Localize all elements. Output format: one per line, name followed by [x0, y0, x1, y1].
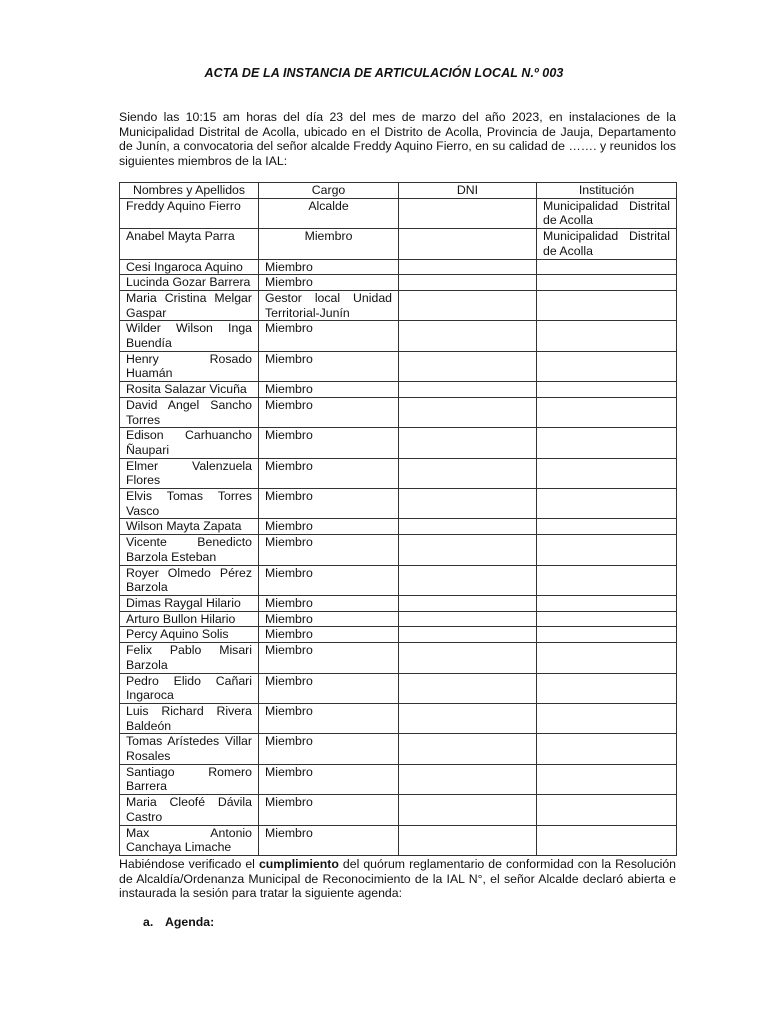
table-row: [120, 703, 677, 733]
cell-name: Vicente Benedicto Barzola Esteban: [120, 535, 259, 565]
table-row: [120, 795, 677, 825]
cell-name: Maria Cleofé Dávila Castro: [120, 795, 259, 825]
cell-institucion: [537, 259, 677, 275]
cell-name: Tomas Arístedes Villar Rosales: [120, 734, 259, 764]
table-row: [120, 764, 677, 794]
cell-cargo: Miembro: [259, 458, 399, 488]
table-row: [120, 397, 677, 427]
cell-institucion: [537, 535, 677, 565]
cell-dni: [399, 611, 537, 627]
cell-cargo: Miembro: [259, 764, 399, 794]
cell-cargo: Miembro: [259, 565, 399, 595]
table-row: [120, 825, 677, 855]
cell-name: Felix Pablo Misari Barzola: [120, 643, 259, 673]
cell-name: Max Antonio Canchaya Limache: [120, 825, 259, 855]
cell-name: Freddy Aquino Fierro: [120, 198, 259, 228]
cell-name: Elmer Valenzuela Flores: [120, 458, 259, 488]
cell-cargo: Miembro: [259, 428, 399, 458]
cell-cargo: Miembro: [259, 643, 399, 673]
table-row: [120, 673, 677, 703]
cell-institucion: [537, 351, 677, 381]
cell-dni: [399, 458, 537, 488]
cell-dni: [399, 627, 537, 643]
cell-cargo: Miembro: [259, 673, 399, 703]
cell-dni: [399, 428, 537, 458]
cell-cargo: Miembro: [259, 734, 399, 764]
cell-dni: [399, 795, 537, 825]
cell-dni: [399, 275, 537, 291]
cell-name: Elvis Tomas Torres Vasco: [120, 489, 259, 519]
header-cargo: Cargo: [259, 183, 399, 199]
cell-name: David Angel Sancho Torres: [120, 397, 259, 427]
agenda-label: Agenda:: [165, 915, 215, 929]
cell-dni: [399, 734, 537, 764]
cell-institucion: [537, 458, 677, 488]
cell-dni: [399, 489, 537, 519]
cell-name: Arturo Bullon Hilario: [120, 611, 259, 627]
cell-institucion: [537, 627, 677, 643]
cell-institucion: [537, 703, 677, 733]
table-row: [120, 229, 677, 259]
cell-institucion: [537, 595, 677, 611]
cell-cargo: Miembro: [259, 535, 399, 565]
cell-cargo: Miembro: [259, 397, 399, 427]
cell-institucion: [537, 611, 677, 627]
cell-institucion: [537, 565, 677, 595]
table-row: [120, 290, 677, 320]
table-row: [120, 519, 677, 535]
cell-name: Rosita Salazar Vicuña: [120, 382, 259, 398]
cell-name: Dimas Raygal Hilario: [120, 595, 259, 611]
cell-name: Wilson Mayta Zapata: [120, 519, 259, 535]
cell-name: Luis Richard Rivera Baldeón: [120, 703, 259, 733]
cell-cargo: Miembro: [259, 229, 399, 259]
cell-name: Cesi Ingaroca Aquino: [120, 259, 259, 275]
cell-institucion: [537, 382, 677, 398]
table-row: [120, 643, 677, 673]
members-table-body: [120, 198, 677, 855]
intro-paragraph: Siendo las 10:15 am horas del día 23 del mes de marzo del año 2023, en instalaciones de la Municipalidad Distrital de Acolla, ubicado en el Distrito de Acolla, Provincia de Jauja, Departamento de Junín, a convocatoria del señor alcalde Freddy Aquino Fierro, en su calidad de ……. y reunidos los siguientes miembros de la IAL:: [119, 110, 676, 169]
table-row: [120, 535, 677, 565]
cell-dni: [399, 351, 537, 381]
members-table: [119, 182, 677, 856]
table-row: [120, 595, 677, 611]
cell-cargo: Miembro: [259, 703, 399, 733]
cell-institucion: [537, 519, 677, 535]
cell-dni: [399, 673, 537, 703]
cell-dni: [399, 321, 537, 351]
table-row: [120, 627, 677, 643]
cell-cargo: Miembro: [259, 611, 399, 627]
cell-dni: [399, 595, 537, 611]
closing-text-bold: cumplimiento: [258, 857, 339, 871]
table-row: [120, 489, 677, 519]
cell-cargo: Miembro: [259, 321, 399, 351]
cell-dni: [399, 397, 537, 427]
cell-institucion: [537, 795, 677, 825]
cell-cargo: Miembro: [259, 351, 399, 381]
table-row: [120, 321, 677, 351]
cell-name: Pedro Elido Cañari Ingaroca: [120, 673, 259, 703]
table-row: [120, 198, 677, 228]
cell-institucion: [537, 428, 677, 458]
cell-cargo: Miembro: [259, 382, 399, 398]
table-row: [120, 259, 677, 275]
header-nombres: Nombres y Apellidos: [120, 183, 259, 199]
cell-dni: [399, 643, 537, 673]
cell-cargo: Miembro: [259, 519, 399, 535]
cell-cargo: Gestor local Unidad Territorial-Junín: [259, 290, 399, 320]
cell-name: Percy Aquino Solis: [120, 627, 259, 643]
cell-institucion: [537, 321, 677, 351]
cell-cargo: Miembro: [259, 627, 399, 643]
table-row: [120, 351, 677, 381]
cell-dni: [399, 382, 537, 398]
agenda-heading: [143, 915, 214, 929]
closing-text-after: del quórum reglamentario de conformidad con la Resolución de Alcaldía/Ordenanza Municipal de Reconocimiento de la IAL N°, el señor Alcalde declaró abierta e instaurada la sesión para tratar la siguiente agenda:: [119, 857, 676, 901]
cell-name: Royer Olmedo Pérez Barzola: [120, 565, 259, 595]
cell-institucion: [537, 290, 677, 320]
table-row: [120, 382, 677, 398]
cell-cargo: Miembro: [259, 595, 399, 611]
cell-dni: [399, 259, 537, 275]
cell-name: Wilder Wilson Inga Buendía: [120, 321, 259, 351]
cell-institucion: [537, 673, 677, 703]
cell-dni: [399, 519, 537, 535]
cell-cargo: Miembro: [259, 795, 399, 825]
cell-dni: [399, 198, 537, 228]
cell-institucion: [537, 764, 677, 794]
table-row: [120, 611, 677, 627]
closing-paragraph: [119, 857, 676, 901]
cell-cargo: Miembro: [259, 275, 399, 291]
cell-name: Henry Rosado Huamán: [120, 351, 259, 381]
cell-name: Anabel Mayta Parra: [120, 229, 259, 259]
cell-cargo: Miembro: [259, 825, 399, 855]
cell-institucion: [537, 643, 677, 673]
table-row: [120, 734, 677, 764]
cell-dni: [399, 764, 537, 794]
cell-institucion: Municipalidad Distrital de Acolla: [537, 198, 677, 228]
table-row: [120, 275, 677, 291]
header-dni: DNI: [399, 183, 537, 199]
header-institucion: Institución: [537, 183, 677, 199]
cell-name: Lucinda Gozar Barrera: [120, 275, 259, 291]
closing-text-before: Habiéndose verificado el: [119, 857, 259, 871]
cell-dni: [399, 565, 537, 595]
cell-dni: [399, 703, 537, 733]
table-row: [120, 458, 677, 488]
agenda-marker: a.: [143, 915, 154, 929]
cell-cargo: Miembro: [259, 259, 399, 275]
document-title: ACTA DE LA INSTANCIA DE ARTICULACIÓN LOCAL N.º 003: [204, 66, 564, 80]
cell-institucion: [537, 734, 677, 764]
cell-cargo: Miembro: [259, 489, 399, 519]
cell-institucion: [537, 825, 677, 855]
cell-institucion: [537, 275, 677, 291]
cell-name: Maria Cristina Melgar Gaspar: [120, 290, 259, 320]
table-header-row: [120, 183, 677, 199]
cell-dni: [399, 229, 537, 259]
cell-dni: [399, 290, 537, 320]
cell-name: Santiago Romero Barrera: [120, 764, 259, 794]
cell-dni: [399, 825, 537, 855]
cell-cargo: Alcalde: [259, 198, 399, 228]
table-row: [120, 565, 677, 595]
cell-institucion: [537, 489, 677, 519]
cell-institucion: Municipalidad Distrital de Acolla: [537, 229, 677, 259]
cell-name: Edison Carhuancho Ñaupari: [120, 428, 259, 458]
table-row: [120, 428, 677, 458]
cell-institucion: [537, 397, 677, 427]
cell-dni: [399, 535, 537, 565]
